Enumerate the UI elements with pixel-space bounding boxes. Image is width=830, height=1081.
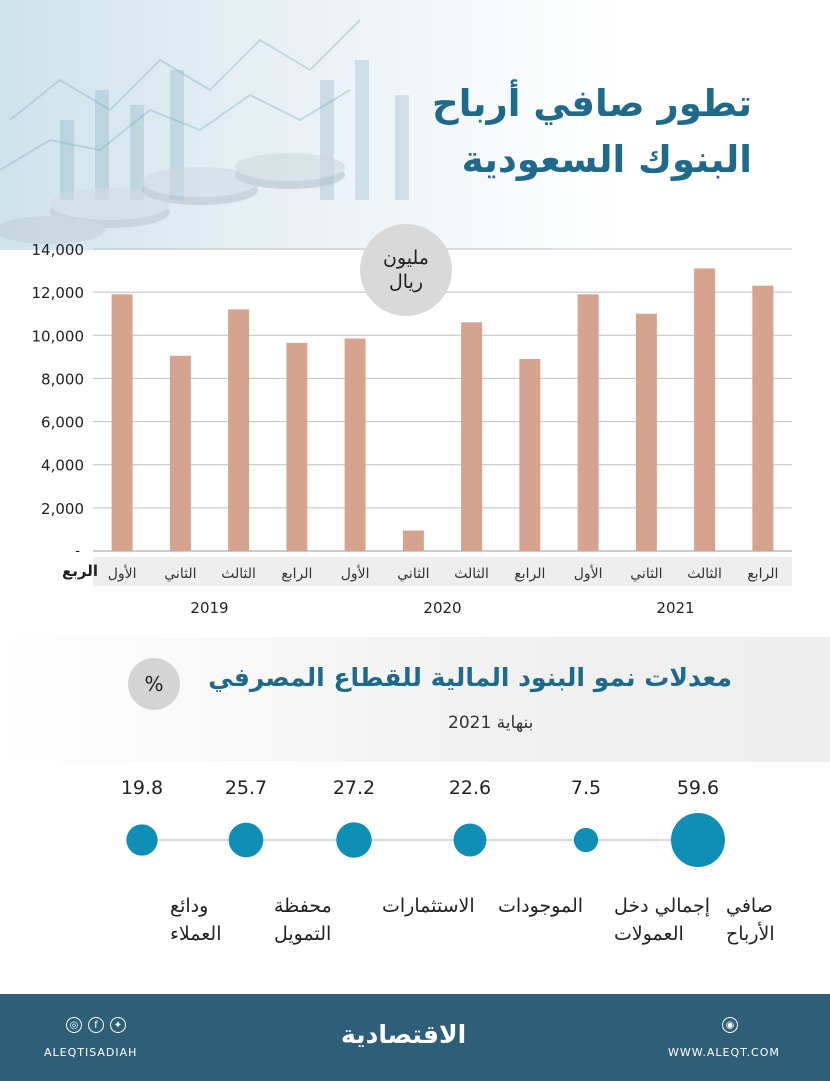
x-tick-label: الثاني bbox=[397, 566, 430, 582]
growth-label: محفظة bbox=[274, 895, 332, 917]
x-tick-label: الأول bbox=[107, 566, 137, 582]
footer-website[interactable]: WWW.ALEQT.COM bbox=[668, 1046, 780, 1059]
facebook-icon[interactable]: f bbox=[88, 1017, 104, 1033]
y-tick-label: 10,000 bbox=[31, 327, 84, 346]
y-tick-label: 2,000 bbox=[41, 499, 84, 518]
x-tick-label: الأول bbox=[573, 566, 603, 582]
chart-title-line-2: البنوك السعودية bbox=[461, 138, 752, 181]
x-tick-label: الثاني bbox=[630, 566, 663, 582]
y-tick-label: 12,000 bbox=[31, 284, 84, 303]
x-tick-label: الرابع bbox=[747, 566, 779, 582]
growth-label: العملاء bbox=[170, 923, 222, 945]
year-label: 2021 bbox=[656, 599, 695, 617]
growth-dot bbox=[229, 823, 264, 858]
year-label: 2019 bbox=[190, 599, 229, 617]
x-tick-label: الثاني bbox=[164, 566, 197, 582]
growth-value: 22.6 bbox=[448, 777, 492, 799]
growth-label: الموجودات bbox=[498, 895, 584, 917]
growth-label: الاستثمارات bbox=[382, 895, 475, 917]
x-axis-title: الربع bbox=[62, 562, 98, 580]
y-tick-label: 14,000 bbox=[31, 241, 84, 259]
chart-title-line-1: تطور صافي أرباح bbox=[432, 82, 752, 125]
social-icons bbox=[66, 1017, 126, 1033]
growth-dot bbox=[671, 813, 725, 867]
x-tick-label: الأول bbox=[340, 566, 370, 582]
y-tick-label: 4,000 bbox=[41, 456, 84, 475]
growth-label: الأرباح bbox=[726, 923, 775, 945]
y-zero-tick: - bbox=[75, 544, 80, 559]
growth-label: إجمالي دخل bbox=[614, 895, 711, 917]
y-tick-label: 6,000 bbox=[41, 413, 84, 432]
x-tick-label: الثالث bbox=[454, 566, 489, 582]
x-tick-label: الثالث bbox=[221, 566, 256, 582]
percent-bubble: % bbox=[128, 658, 180, 710]
unit-line-1: مليون bbox=[383, 247, 429, 269]
footer-handle[interactable]: ALEQTISADIAH bbox=[44, 1046, 138, 1059]
growth-label: التمويل bbox=[274, 923, 332, 945]
growth-dot bbox=[574, 828, 598, 852]
twitter-icon[interactable]: ✦ bbox=[110, 1017, 126, 1033]
section-subtitle: بنهاية 2021 bbox=[448, 713, 534, 733]
x-tick-label: الرابع bbox=[514, 566, 546, 582]
year-label: 2020 bbox=[423, 599, 462, 617]
x-tick-label: الثالث bbox=[687, 566, 722, 582]
growth-dot bbox=[336, 822, 372, 858]
growth-value: 27.2 bbox=[332, 777, 376, 799]
growth-label: العمولات bbox=[614, 923, 684, 945]
y-tick-label: 8,000 bbox=[41, 370, 84, 389]
growth-value: 59.6 bbox=[676, 777, 720, 799]
growth-label: صافي bbox=[726, 895, 773, 917]
globe-icon: ◉ bbox=[722, 1017, 738, 1033]
growth-dot bbox=[454, 824, 487, 857]
instagram-icon[interactable]: ◎ bbox=[66, 1017, 82, 1033]
growth-label: ودائع bbox=[170, 895, 209, 917]
growth-value: 19.8 bbox=[120, 777, 164, 799]
x-tick-label: الرابع bbox=[281, 566, 313, 582]
growth-dot bbox=[126, 824, 157, 855]
brand-logo: الاقتصادية bbox=[341, 1020, 467, 1049]
site-icon-wrap bbox=[722, 1017, 738, 1033]
growth-value: 25.7 bbox=[224, 777, 268, 799]
growth-value: 7.5 bbox=[570, 777, 602, 799]
section-title: معدلات نمو البنود المالية للقطاع المصرفي bbox=[208, 663, 732, 692]
unit-line-2: ريال bbox=[388, 271, 424, 293]
